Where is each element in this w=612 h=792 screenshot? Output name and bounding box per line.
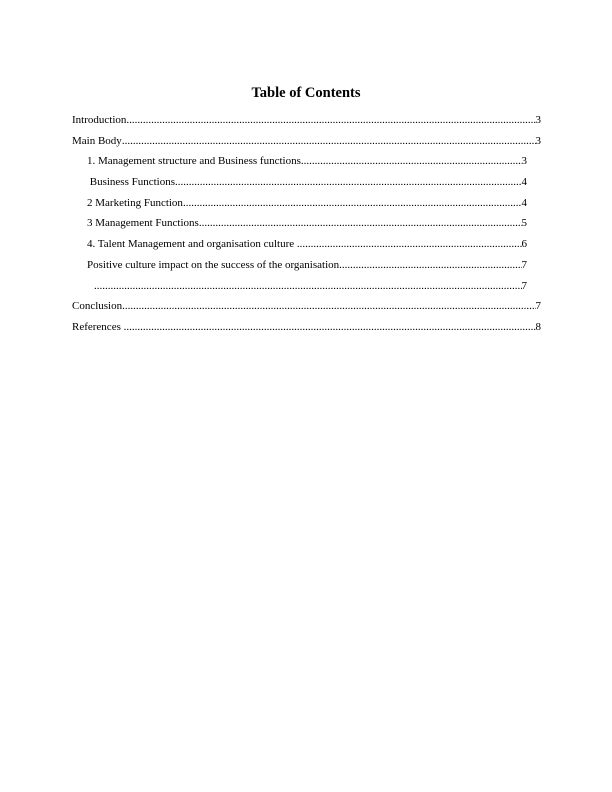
- toc-entry-introduction[interactable]: [72, 113, 541, 134]
- toc-entry-label: 4. Talent Management and organisation culture: [87, 238, 297, 251]
- toc-entry-business-functions[interactable]: [87, 175, 527, 196]
- toc-entry-label: Main Body: [72, 134, 122, 147]
- toc-entry-page-number: 7: [521, 279, 527, 292]
- toc-entry-main-body[interactable]: [72, 134, 541, 155]
- toc-entry-management-structure[interactable]: [87, 154, 527, 175]
- toc-entry-label: Positive culture impact on the success of the organisation: [87, 258, 340, 271]
- dot-leader: [175, 175, 521, 189]
- dot-leader: [122, 134, 536, 148]
- toc-entry-page-number: 3: [535, 134, 541, 147]
- dot-leader: [126, 113, 535, 127]
- toc-entry-page-number: 4: [521, 196, 527, 209]
- toc-entry-label: 3 Management Functions: [87, 217, 199, 230]
- toc-entry-page-number: 7: [535, 300, 541, 313]
- toc-list: [72, 113, 542, 341]
- toc-entry-page-number: 3: [521, 155, 527, 168]
- toc-entry-page-number: 5: [521, 217, 527, 230]
- dot-leader: [183, 196, 522, 210]
- toc-entry-page-number: 3: [535, 114, 541, 126]
- toc-entry-label: References: [72, 320, 124, 333]
- toc-entry-label: 1. Management structure and Business functions: [87, 155, 301, 168]
- toc-entry-page-number: 8: [535, 320, 541, 333]
- toc-entry-conclusion[interactable]: [72, 299, 541, 320]
- dot-leader: [301, 154, 522, 168]
- dot-leader: [124, 320, 536, 334]
- toc-entry-page-number: 6: [521, 238, 527, 251]
- toc-entry-references[interactable]: [72, 320, 541, 341]
- toc-entry-label: 2 Marketing Function: [87, 196, 183, 209]
- toc-entry-label: Introduction: [72, 114, 127, 126]
- toc-entry-management-functions[interactable]: [87, 216, 527, 237]
- dot-leader: [297, 237, 522, 251]
- toc-entry-marketing-function[interactable]: [87, 196, 527, 217]
- toc-title: Table of Contents: [251, 85, 361, 101]
- dot-leader: [94, 279, 522, 293]
- toc-entry-talent-management[interactable]: [87, 237, 527, 258]
- toc-entry-page-number: 4: [521, 176, 527, 189]
- dot-leader: [339, 258, 521, 272]
- toc-entry-label: Conclusion: [72, 300, 123, 313]
- toc-entry-unlabeled[interactable]: [94, 279, 527, 300]
- dot-leader: [199, 216, 522, 230]
- toc-entry-positive-culture[interactable]: [87, 258, 527, 279]
- dot-leader: [122, 299, 535, 313]
- toc-entry-label: Business Functions: [87, 176, 176, 189]
- toc-entry-page-number: 7: [521, 258, 527, 271]
